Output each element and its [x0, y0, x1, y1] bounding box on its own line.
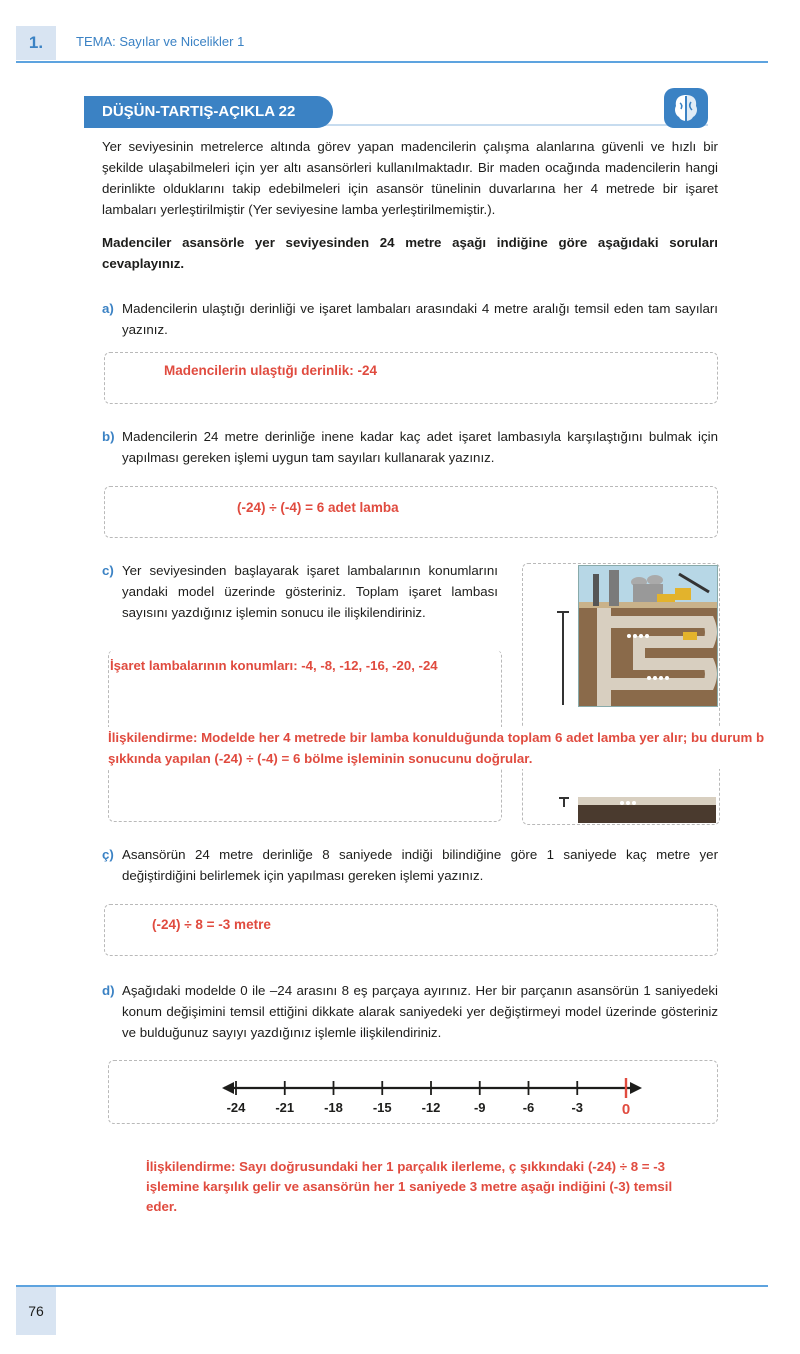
relation-d: İlişkilendirme: Sayı doğrusundaki her 1 parçalık ilerleme, ç şıkkındaki (-24) ÷ 8 = -3 işlemine karşılık gelir ve asansörün her 1 saniyede 3 metre aşağı indiğini (-3) temsil eder.	[146, 1159, 673, 1214]
mine-illustration-bottom	[578, 797, 716, 823]
question-letter: d)	[102, 983, 115, 998]
page-number: 76	[16, 1287, 56, 1335]
answer-c: İşaret lambalarının konumları: -4, -8, -12, -16, -20, -24	[110, 658, 438, 673]
number-line	[200, 1072, 660, 1120]
theme-title: TEMA: Sayılar ve Nicelikler 1	[76, 34, 245, 49]
right-arrow-icon	[630, 1082, 642, 1094]
question-text: Asansörün 24 metre derinliğe 8 saniyede indiği bilindiğine göre 1 saniyede kaç metre yer değiştirdiğini belirlemek için yapılması gereken işlemi yazınız.	[122, 847, 718, 883]
scale-top-tick	[557, 611, 569, 613]
tick-label: -9	[473, 1100, 486, 1115]
depth-scale	[562, 613, 564, 705]
question-text: Aşağıdaki modelde 0 ile –24 arasını 8 eş parçaya ayırınız. Her bir parçanın asansörün 1 saniyedeki konum değişimini temsil ettiğini dikkate alarak saniyedeki yer değiştirmeyi model üzerinde gösteriniz ve bulduğunuz sayıyı yazdığınız işlemle ilişkilendiriniz.	[122, 983, 718, 1040]
tick-label: -6	[522, 1100, 535, 1115]
tick-label: -3	[571, 1100, 584, 1115]
tick-label: -18	[324, 1100, 343, 1115]
header-divider	[16, 61, 768, 63]
section-banner: DÜŞÜN-TARTIŞ-AÇIKLA 22	[84, 96, 333, 128]
question-letter: b)	[102, 429, 115, 444]
instruction-paragraph: Madenciler asansörle yer seviyesinden 24 metre aşağı indiğine göre aşağıdaki soruları cevaplayınız.	[102, 235, 718, 271]
zero-label: 0	[621, 1101, 631, 1118]
question-letter: c)	[102, 563, 114, 578]
answer-b: (-24) ÷ (-4) = 6 adet lamba	[237, 500, 399, 515]
tick-label: -15	[372, 1100, 392, 1115]
chapter-number: 1.	[16, 26, 56, 60]
footer-divider	[16, 1285, 768, 1287]
tick-label: -21	[275, 1100, 295, 1115]
question-text: Madencilerin ulaştığı derinliği ve işaret lambaları arasındaki 4 metre aralığı temsil eden tam sayıları yazınız.	[122, 301, 718, 337]
answer-c-cedilla: (-24) ÷ 8 = -3 metre	[152, 917, 271, 932]
question-text: Madencilerin 24 metre derinliğe inene kadar kaç adet işaret lambasıyla karşılaştığını bulmak için yapılması gereken işlemi uygun tam sayıları kullanarak yazınız.	[122, 429, 718, 465]
question-d	[102, 980, 718, 1046]
answer-box-b	[104, 486, 718, 538]
question-a	[102, 298, 718, 342]
question-c	[102, 560, 498, 648]
answer-a: Madencilerin ulaştığı derinlik: -24	[164, 363, 378, 378]
tick-label: -12	[421, 1100, 441, 1115]
tick-label: -24	[226, 1100, 246, 1115]
brain-icon	[664, 88, 708, 128]
scale-bottom-line	[563, 797, 565, 807]
question-b	[102, 426, 718, 470]
question-letter: ç)	[102, 847, 114, 862]
question-text: Yer seviyesinden başlayarak işaret lambalarının konumlarını yandaki model üzerinde gösteriniz. Toplam işaret lambası sayısını yazdığınız işlemin sonucu ile ilişkilendiriniz.	[122, 563, 498, 620]
intro-paragraph: Yer seviyesinin metrelerce altında görev yapan madencilerin çalışma alanlarına güvenli ve hızlı bir şekilde ulaşabilmeleri için yer altı asansörleri kullanılmaktadır. Bir maden ocağında madencilerin hangi derinlikte olduklarını takip edebilmeleri için asansör tünelinin duvarlarına her 4 metrede bir işaret lambaları yerleştirilmiştir (Yer seviyesine lamba yerleştirilmemiştir.).	[102, 139, 718, 217]
question-c-cedilla	[102, 844, 718, 888]
question-letter: a)	[102, 301, 114, 316]
mine-illustration	[578, 565, 718, 707]
left-arrow-icon	[222, 1082, 234, 1094]
relation-c: İlişkilendirme: Modelde her 4 metrede bir lamba konulduğunda toplam 6 adet lamba yer alır; bu durum b şıkkında yapılan (-24) ÷ (-4) = 6 bölme işleminin sonucunu doğrular.	[108, 727, 768, 769]
